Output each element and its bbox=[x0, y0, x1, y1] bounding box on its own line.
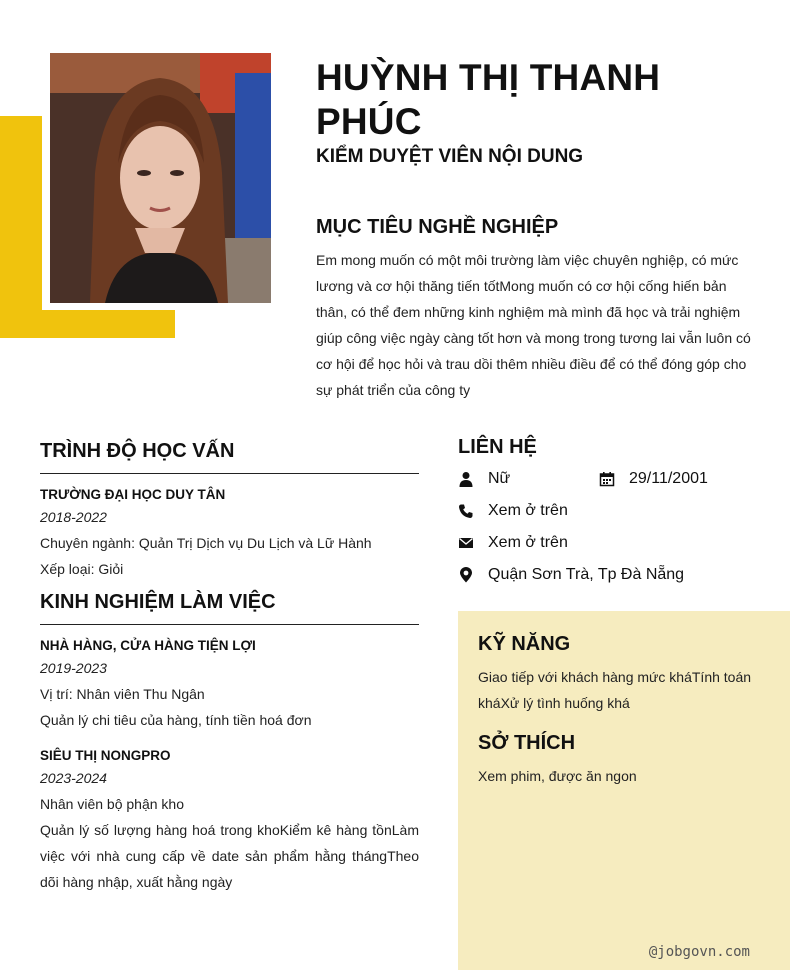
divider bbox=[40, 473, 419, 474]
education-section bbox=[40, 440, 419, 591]
gender-value: Nữ bbox=[488, 470, 511, 487]
phone-icon bbox=[458, 503, 474, 519]
experience-item bbox=[40, 637, 419, 733]
gender-row bbox=[458, 468, 510, 490]
contact-section bbox=[458, 436, 778, 583]
skills-title: KỸ NĂNG bbox=[478, 633, 571, 655]
education-title: TRÌNH ĐỘ HỌC VẤN bbox=[40, 440, 235, 462]
phone-row bbox=[458, 500, 568, 522]
objective-title: MỤC TIÊU NGHỀ NGHIỆP bbox=[316, 216, 559, 238]
location-pin-icon bbox=[458, 567, 474, 583]
experience-item bbox=[40, 747, 419, 895]
education-major: Chuyên ngành: Quản Trị Dịch vụ Du Lịch và Lữ Hành bbox=[40, 535, 372, 551]
company-name: SIÊU THỊ NONGPRO bbox=[40, 748, 171, 763]
work-detail: Nhân viên bộ phận kho bbox=[40, 796, 184, 812]
left-column bbox=[40, 440, 419, 909]
work-period: 2019-2023 bbox=[40, 660, 107, 676]
contact-title: LIÊN HỆ bbox=[458, 436, 537, 458]
email-row bbox=[458, 532, 568, 554]
objective-text: Em mong muốn có một môi trường làm việc chuyên nghiệp, có mức lương và cơ hội thăng tiến tốtMong muốn có cơ hội cống hiến bản thân, có thể đem những kinh nghiệm mà mình đã học và trải nghiệm giúp công việc ngày càng tốt hơn và mong trong tương lai vẫn luôn có cơ hội để học hỏi và trau dồi thêm nhiều điều để có thể đóng góp cho sự phát triển của công ty bbox=[316, 252, 751, 398]
work-detail: Vị trí: Nhân viên Thu Ngân bbox=[40, 686, 205, 702]
work-period: 2023-2024 bbox=[40, 770, 107, 786]
work-detail: Quản lý chi tiêu của hàng, tính tiền hoá đơn bbox=[40, 712, 312, 728]
experience-section bbox=[40, 591, 419, 895]
person-icon bbox=[458, 471, 474, 487]
phone-value: Xem ở trên bbox=[488, 502, 568, 519]
skills-panel bbox=[458, 611, 790, 970]
envelope-icon bbox=[458, 535, 474, 551]
calendar-icon bbox=[599, 471, 615, 487]
school-name: TRƯỜNG ĐẠI HỌC DUY TÂN bbox=[40, 487, 226, 502]
experience-title: KINH NGHIỆM LÀM VIỆC bbox=[40, 591, 276, 613]
education-grade: Xếp loại: Giỏi bbox=[40, 561, 124, 577]
profile-photo bbox=[50, 53, 271, 303]
birthday-value: 29/11/2001 bbox=[629, 470, 708, 487]
skills-text: Giao tiếp với khách hàng mức kháTính toán kháXử lý tình huống khá bbox=[478, 669, 752, 711]
work-detail: Quản lý số lượng hàng hoá trong khoKiểm kê hàng tồnLàm việc với nhà cung cấp về date sản phẩm hằng thángTheo dõi hàng nhập, xuất hằng ngày bbox=[40, 822, 419, 890]
candidate-name: HUỲNH THỊ THANH PHÚC bbox=[316, 57, 661, 142]
divider bbox=[40, 624, 419, 625]
header bbox=[316, 56, 756, 168]
address-row bbox=[458, 564, 684, 586]
address-value: Quận Sơn Trà, Tp Đà Nẵng bbox=[488, 566, 685, 583]
email-value: Xem ở trên bbox=[488, 534, 568, 551]
birthday-row bbox=[599, 468, 708, 490]
education-period: 2018-2022 bbox=[40, 509, 107, 525]
job-title: KIỂM DUYỆT VIÊN NỘI DUNG bbox=[316, 146, 584, 167]
company-name: NHÀ HÀNG, CỬA HÀNG TIỆN LỢI bbox=[40, 638, 256, 653]
hobbies-text: Xem phim, được ăn ngon bbox=[478, 768, 637, 784]
watermark: @jobgovn.com bbox=[648, 944, 750, 960]
career-objective-section bbox=[316, 216, 752, 403]
hobbies-title: SỞ THÍCH bbox=[478, 732, 576, 754]
